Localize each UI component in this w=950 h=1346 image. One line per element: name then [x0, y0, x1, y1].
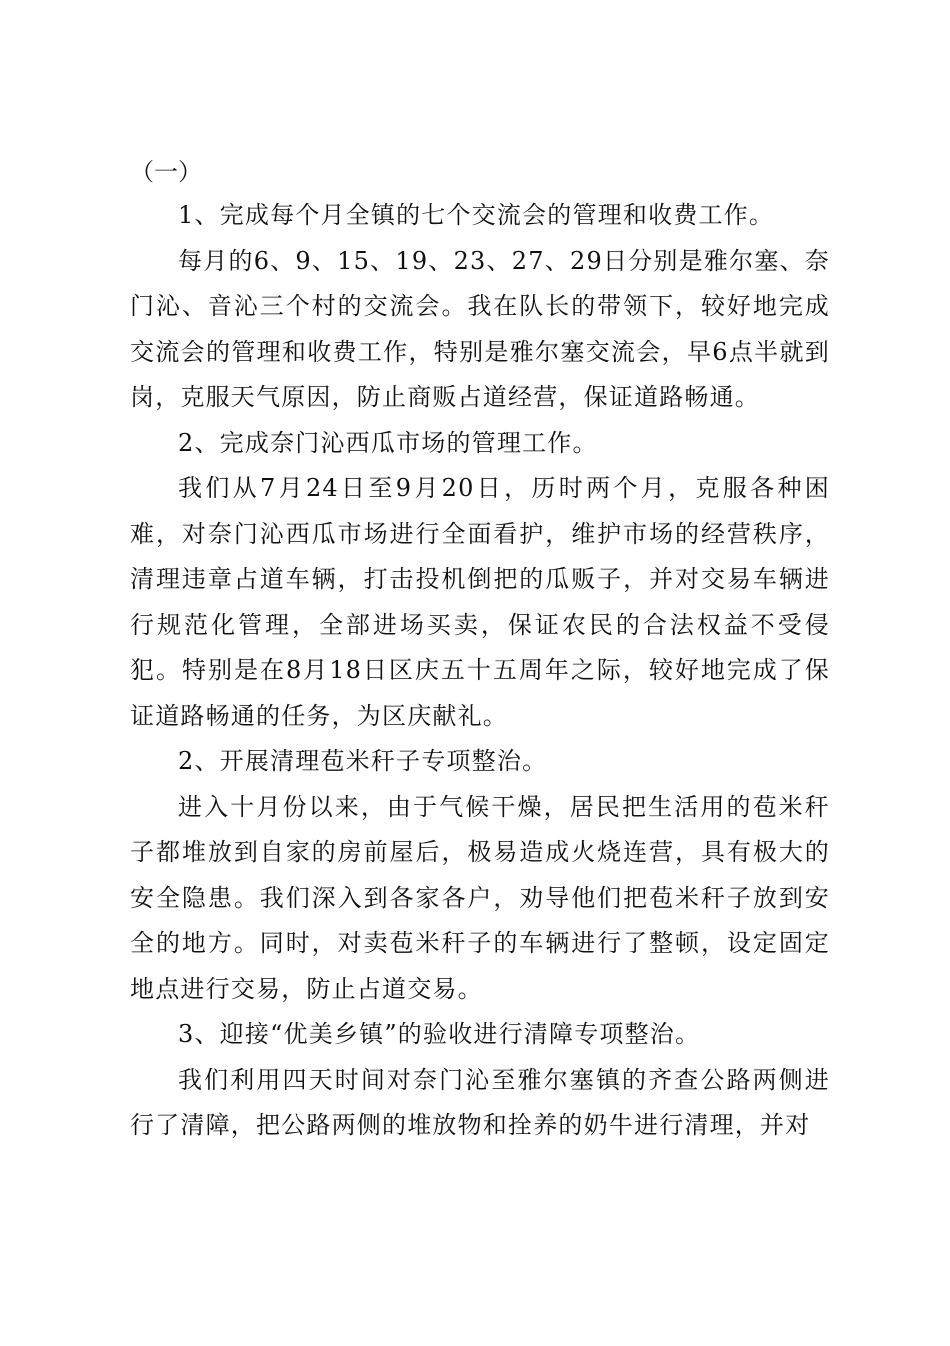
item-1-body: 每月的6、9、15、19、23、27、29日分别是雅尔塞、奈门沁、音沁三个村的交流会。我在队长的带领下，较好地完成交流会的管理和收费工作，特别是雅尔塞交流会，早6点半就到岗，克服天气原因，防止商贩占道经营，保证道路畅通。 [130, 246, 830, 411]
item-3-body: 进入十月份以来，由于气候干燥，居民把生活用的苞米秆子都堆放到自家的房前屋后，极易造成火烧连营，具有极大的安全隐患。我们深入到各家各户，劝导他们把苞米秆子放到安全的地方。同时，对卖苞米秆子的车辆进行了整顿，设定固定地点进行交易，防止占道交易。 [130, 792, 830, 1003]
item-3-heading: 2、开展清理苞米秆子专项整治。 [178, 747, 548, 775]
document-body [130, 193, 830, 1149]
section-heading: （一） [130, 158, 202, 186]
item-1-heading: 1、完成每个月全镇的七个交流会的管理和收费工作。 [178, 201, 775, 229]
item-2-heading: 2、完成奈门沁西瓜市场的管理工作。 [178, 428, 598, 457]
item-4-heading: 3、迎接“优美乡镇”的验收进行清障专项整治。 [178, 1020, 701, 1048]
item-4-body: 我们利用四天时间对奈门沁至雅尔塞镇的齐查公路两侧进行了清障，把公路两侧的堆放物和拴养的奶牛进行清理，并对 [130, 1065, 830, 1139]
item-2-body: 我们从7月24日至9月20日，历时两个月，克服各种困难，对奈门沁西瓜市场进行全面看护，维护市场的经营秩序，清理违章占道车辆，打击投机倒把的瓜贩子，并对交易车辆进行规范化管理，全部进场买卖，保证农民的合法权益不受侵犯。特别是在8月18日区庆五十五周年之际，较好地完成了保证道路畅通的任务，为区庆献礼。 [130, 474, 830, 730]
